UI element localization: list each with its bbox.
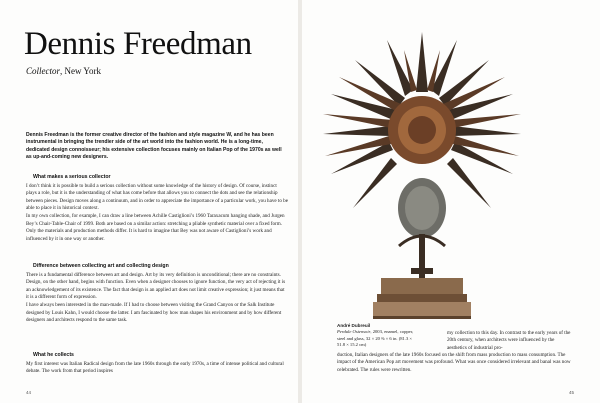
base-top <box>381 278 463 296</box>
body-paragraph: My first interest was Italian Radical design from the late 1960s through the early 1970s, a time of intense political and cultural debate. The work from that period inspires <box>26 360 284 375</box>
section-heading: Difference between collecting art and collecting design <box>33 263 169 269</box>
body-paragraph: my collection to this day. In contrast to the early years of the 20th century, when architects were influenced by the aesthetics of industrial pro- <box>447 330 571 351</box>
intro-paragraph: Dennis Freedman is the former creative director of the fashion and style magazine W, and he has been instrumental in bringing the trendier side of the art world into the fashion world. He is a long-time, dedicated design connoisseur; his extensive collection focuses mainly on Italian Pop of the 1970s as well as up-and-coming new designers. <box>26 132 282 161</box>
subtitle-place: New York <box>64 66 102 76</box>
caption-title: André Dubreuil <box>337 323 371 328</box>
section-collector <box>26 174 288 243</box>
left-page <box>0 0 298 403</box>
base-bottom <box>373 302 471 318</box>
body-paragraph: There is a fundamental difference between art and design. Art by its very definition is unconditional; there are no constraints. Design, on the other hand, begins with function. Even when a designer chooses to ignore function, the very act of rejecting it is an acknowledgement of its existence. The fact that design is an applied art does not limit creative expression; it just means that it is a different form of expression. <box>26 271 286 301</box>
right-page <box>302 0 600 403</box>
image-caption <box>337 323 419 348</box>
page-title: Dennis Freedman <box>24 26 252 62</box>
section-what-he-collects <box>26 352 288 376</box>
caption-work: Perdule Ostensoir <box>337 329 371 335</box>
section-art-vs-design <box>26 263 288 325</box>
subtitle-role: Collector <box>26 66 60 76</box>
sculpture-photo <box>307 22 537 334</box>
page-number: 44 <box>26 390 32 395</box>
page-number: 45 <box>568 390 574 395</box>
body-paragraph: In my own collection, for example, I can draw a line between Achille Castiglioni’s 1960 Taraxacum hanging shade, and Jurgen Bey’s Chair-Table-Chair of 1999. Both are based on a similar action: stretching a pliable synthetic material over a fixed form. Only the materials and production methods differ. It is hard to imagine that Bey was not aware of Castiglioni’s work and influenced by it in one way or another. <box>26 212 285 242</box>
page-subtitle: Collector, New York <box>26 66 102 76</box>
body-paragraph: I have always been interested in the man-made. If I had to choose between visiting the Grand Canyon or the Salk Institute designed by Louis Kahn, I would choose the latter. I am fascinated by how man shapes his environment and by how different designers and architects respond to the same task. <box>26 301 282 324</box>
section-heading: What makes a serious collector <box>33 174 111 180</box>
caption-details: , 2003, enamel, copper, steel and glass, 32 × 20 ⅜ × 6 in. (81.3 × 51.8 × 15.2 cm) <box>337 329 414 347</box>
body-paragraph: I don’t think it is possible to build a serious collection without some knowledge of the history of design. Of course, instinct plays a role, but it is the understanding of what has come before that allows you to connect the dots and see the relationship between pieces. Design moves along a continuum, and in order to appreciate the importance of a particular work, you have to be able to place it in historical context. <box>26 182 288 212</box>
body-paragraph: duction, Italian designers of the late 1960s focused on the shift from mass production to mass consumption. The impact of the American Pop art movement was profound. What was once considered irrelevant and banal was now celebrated. The rules were rewritten. <box>337 352 571 373</box>
section-heading: What he collects <box>33 352 74 358</box>
